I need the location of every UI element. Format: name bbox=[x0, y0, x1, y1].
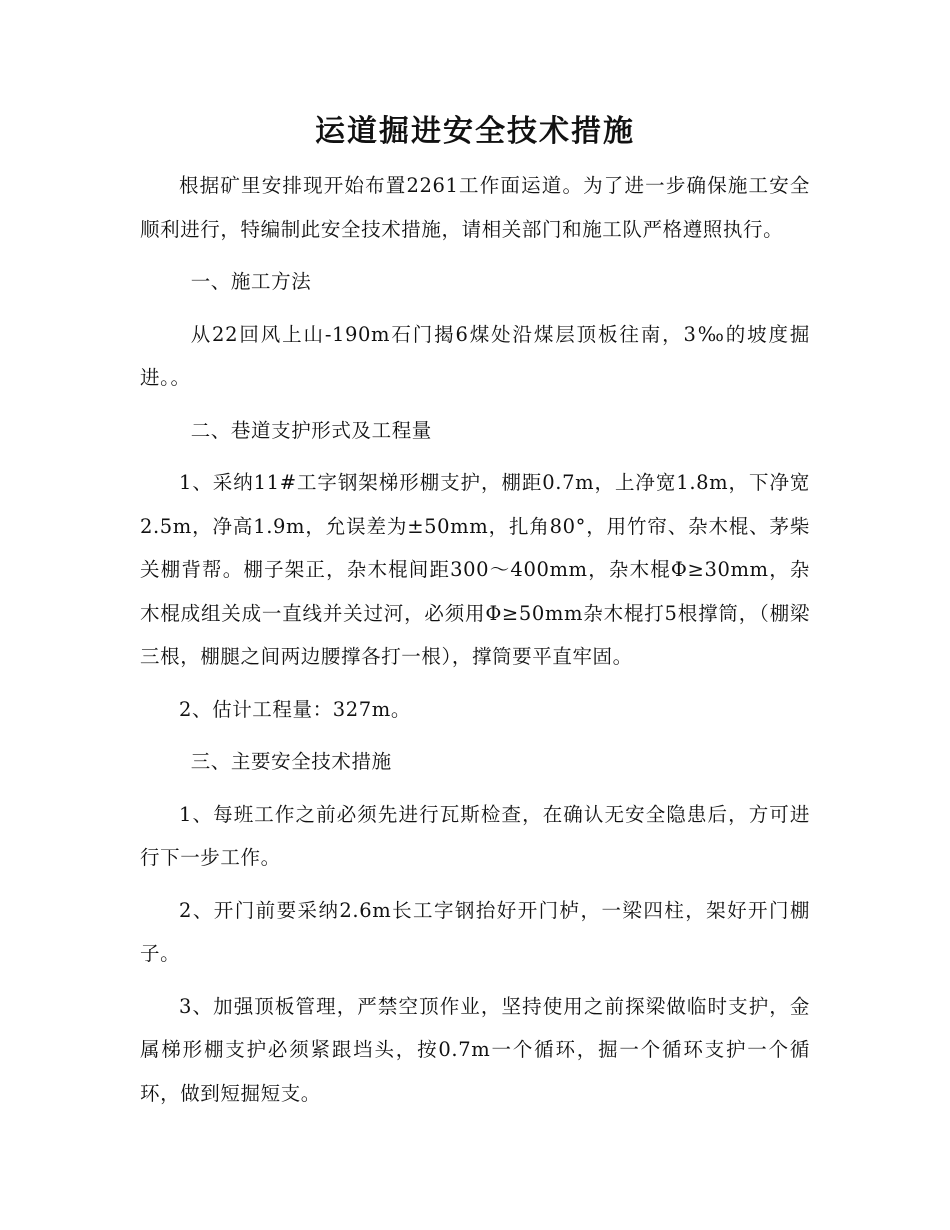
paragraph-support-form: 1、采纳11#工字钢架梯形棚支护，棚距0.7m，上净宽1.8m，下净宽2.5m，净高1.9m，允误差为±50mm，扎角80°，用竹帘、杂木棍、茅柴关棚背帮。棚子架正，杂木棍间距300～400mm，杂木棍Φ≥30mm，杂木棍成组关成一直线并关过河，必须用Φ≥50mm杂木棍打5根撑筒，（棚梁三根，棚腿之间两边腰撑各打一根），撑筒要平直牢固。 bbox=[140, 471, 810, 668]
section-heading-support-and-quantity: 二、巷道支护形式及工程量 bbox=[190, 418, 432, 442]
paragraph-work-quantity: 2、估计工程量：327m。 bbox=[179, 697, 411, 721]
paragraph-gas-check: 1、每班工作之前必须先进行瓦斯检查，在确认无安全隐患后，方可进行下一步工作。 bbox=[140, 802, 810, 869]
paragraph-opening-shed: 2、开门前要采纳2.6m长工字钢抬好开门栌，一梁四柱，架好开门棚子。 bbox=[140, 898, 810, 965]
paragraph-construction-method: 从22回风上山-190m石门揭6煤处沿煤层顶板往南，3‰的坡度掘进。。 bbox=[140, 322, 810, 389]
document-body bbox=[140, 164, 810, 1115]
intro-paragraph: 根据矿里安排现开始布置2261工作面运道。为了进一步确保施工安全顺利进行，特编制此安全技术措施，请相关部门和施工队严格遵照执行。 bbox=[140, 174, 810, 241]
section-heading-construction-method: 一、施工方法 bbox=[190, 270, 312, 293]
document-title: 运道掘进安全技术措施 bbox=[315, 114, 635, 149]
paragraph-roof-management: 3、加强顶板管理，严禁空顶作业，坚持使用之前探梁做临时支护，金属梯形棚支护必须紧跟垱头，按0.7m一个循环，掘一个循环支护一个循环，做到短掘短支。 bbox=[140, 994, 810, 1105]
section-heading-safety-measures: 三、主要安全技术措施 bbox=[190, 750, 392, 773]
